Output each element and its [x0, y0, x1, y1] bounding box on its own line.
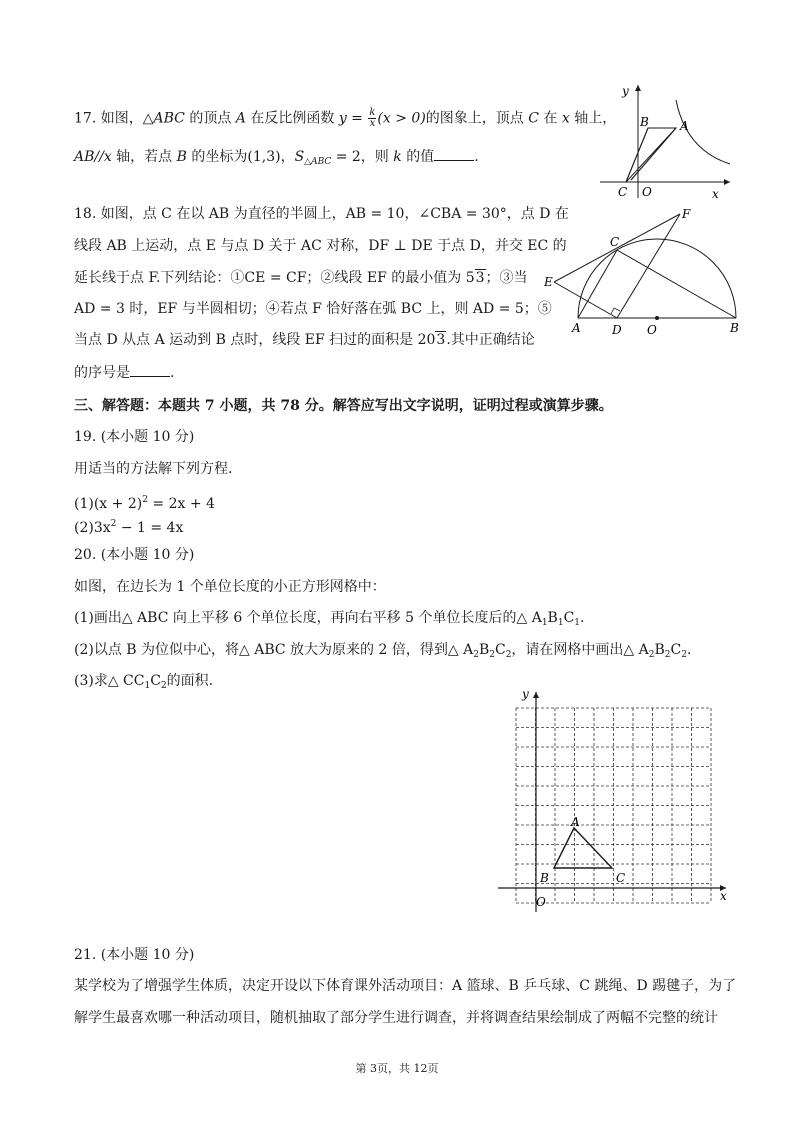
q19-intro: 用适当的方法解下列方程. — [74, 461, 233, 477]
q18-line6: 的序号是 . — [74, 362, 174, 383]
q18-line5: 当点 D 从点 A 运动到 B 点时，线段 EF 扫过的面积是 203.其中正确结论 — [74, 332, 535, 348]
triangle-abc — [554, 828, 612, 868]
label-c: C — [616, 871, 626, 885]
q21-title: 21. (本小题 10 分) — [74, 947, 195, 963]
q17-line2: AB//x 轴，若点 B 的坐标为(1,3)，$S_{\triangle ABC} = 2$，则 k 的值 . — [74, 146, 479, 172]
label-y: y — [522, 687, 529, 701]
semicircle — [578, 239, 736, 318]
label-c: C — [618, 185, 628, 199]
label-o: O — [536, 895, 546, 909]
label-a: A — [571, 815, 580, 829]
section-heading: 三、解答题：本题共 7 小题，共 78 分。解答应写出文字说明，证明过程或演算步骤。 — [74, 398, 613, 414]
figure-18 — [540, 204, 750, 339]
label-e: E — [544, 275, 553, 289]
q20-title: 20. (本小题 10 分) — [74, 547, 195, 563]
q21-line1: 某学校为了增强学生体质，决定开设以下体育课外活动项目：A 篮球、B 乒乓球、C 跳绳、D 踢毽子，为了 — [74, 978, 737, 994]
label-f: F — [682, 207, 691, 221]
q17-line1: 17. 如图，△ABC 的顶点 A 在反比例函数 y = $\frac{k}{x}$ (x > 0)的图象上，顶点 C 在 x 轴上， — [74, 107, 617, 129]
q21-line2: 解学生最喜欢哪一种活动项目，随机抽取了部分学生进行调查，并将调查结果绘制成了两幅不完整的统计 — [74, 1010, 718, 1026]
label-c: C — [610, 235, 620, 249]
q20-part2: (2)以点 B 为位似中心，将△ ABC 放大为原来的 2 倍，得到△ $A_2B_2C_2$，请在网格中画出△ $A_2B_2C_2$. — [74, 642, 692, 660]
label-x: x — [720, 889, 727, 903]
q19-eq2: $(2)3x^2 - 1 = 4x$ — [74, 519, 184, 536]
label-b: B — [730, 321, 739, 335]
page-footer: 第 3页，共 12页 — [355, 1062, 439, 1075]
figure-17 — [600, 80, 740, 205]
q20-part3: (3)求△ $CC_1C_2$的面积. — [74, 673, 214, 691]
label-a: A — [680, 119, 689, 133]
label-o: O — [647, 323, 657, 337]
q18-line1: 18. 如图，点 C 在以 AB 为直径的半圆上，AB = 10，∠CBA = 30°，点 D 在 — [74, 206, 569, 222]
label-d: D — [612, 323, 622, 337]
figure-20-grid — [498, 686, 738, 916]
label-b: B — [640, 115, 649, 129]
answer-blank — [434, 146, 474, 161]
q18-line3: 延长线于点 F.下列结论：①CE = CF；②线段 EF 的最小值为 53；③当 — [74, 270, 528, 286]
label-o: O — [642, 185, 652, 199]
q20-part1: (1)画出△ ABC 向上平移 6 个单位长度，再向右平移 5 个单位长度后的△ $A_1B_1C_1$. — [74, 610, 585, 628]
label-x: x — [712, 187, 719, 201]
label-b: B — [540, 871, 549, 885]
q18-line2: 线段 AB 上运动，点 E 与点 D 关于 AC 对称，DF ⊥ DE 于点 D，并交 EC 的 — [74, 238, 567, 254]
q20-intro: 如图，在边长为 1 个单位长度的小正方形网格中： — [74, 579, 386, 595]
label-y: y — [622, 84, 629, 98]
q19-title: 19. (本小题 10 分) — [74, 429, 195, 445]
label-a: A — [572, 321, 581, 335]
q18-line4: AD = 3 时，EF 与半圆相切；④若点 F 恰好落在弧 BC 上，则 AD = 5；⑤ — [74, 301, 552, 317]
q19-eq1: $(1)(x + 2)^2 = 2x + 4$ — [74, 495, 215, 512]
